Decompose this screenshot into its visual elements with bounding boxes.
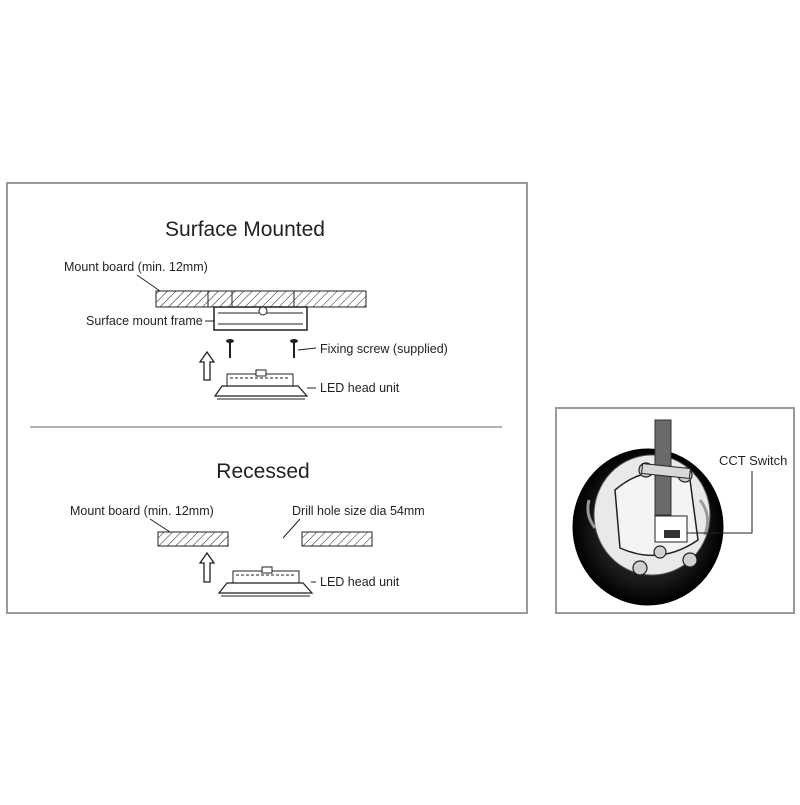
up-arrow-icon	[200, 352, 214, 380]
led-head-unit-label-recessed: LED head unit	[320, 575, 400, 589]
screw-leader	[298, 348, 316, 350]
cct-switch-label: CCT Switch	[719, 453, 788, 468]
led-head-unit-surface	[215, 370, 307, 399]
mount-board-leader	[137, 275, 160, 291]
fixing-screw-left	[226, 339, 234, 358]
led-head-unit-label-surface: LED head unit	[320, 381, 400, 395]
mount-board-recessed	[158, 532, 372, 546]
mount-board-label: Mount board (min. 12mm)	[64, 260, 208, 274]
mount-board-label-recessed: Mount board (min. 12mm)	[70, 504, 214, 518]
led-unit-photo	[573, 420, 723, 605]
mount-board-leader-recessed	[150, 519, 170, 532]
fixing-screw-right	[290, 339, 298, 358]
drill-hole-label: Drill hole size dia 54mm	[292, 504, 425, 518]
recessed-title: Recessed	[216, 460, 310, 483]
instructions-panel-border	[7, 183, 527, 613]
surface-mount-frame	[214, 307, 307, 330]
surface-mounted-title: Surface Mounted	[165, 218, 325, 241]
recessed-section	[70, 460, 425, 596]
fixing-screw-label: Fixing screw (supplied)	[320, 342, 448, 356]
surface-mount-frame-label: Surface mount frame	[86, 314, 203, 328]
drill-hole-leader	[283, 519, 300, 538]
mount-board	[156, 291, 366, 307]
led-head-unit-recessed	[219, 567, 312, 596]
surface-mounted-section	[64, 218, 448, 399]
up-arrow-icon	[200, 553, 214, 582]
